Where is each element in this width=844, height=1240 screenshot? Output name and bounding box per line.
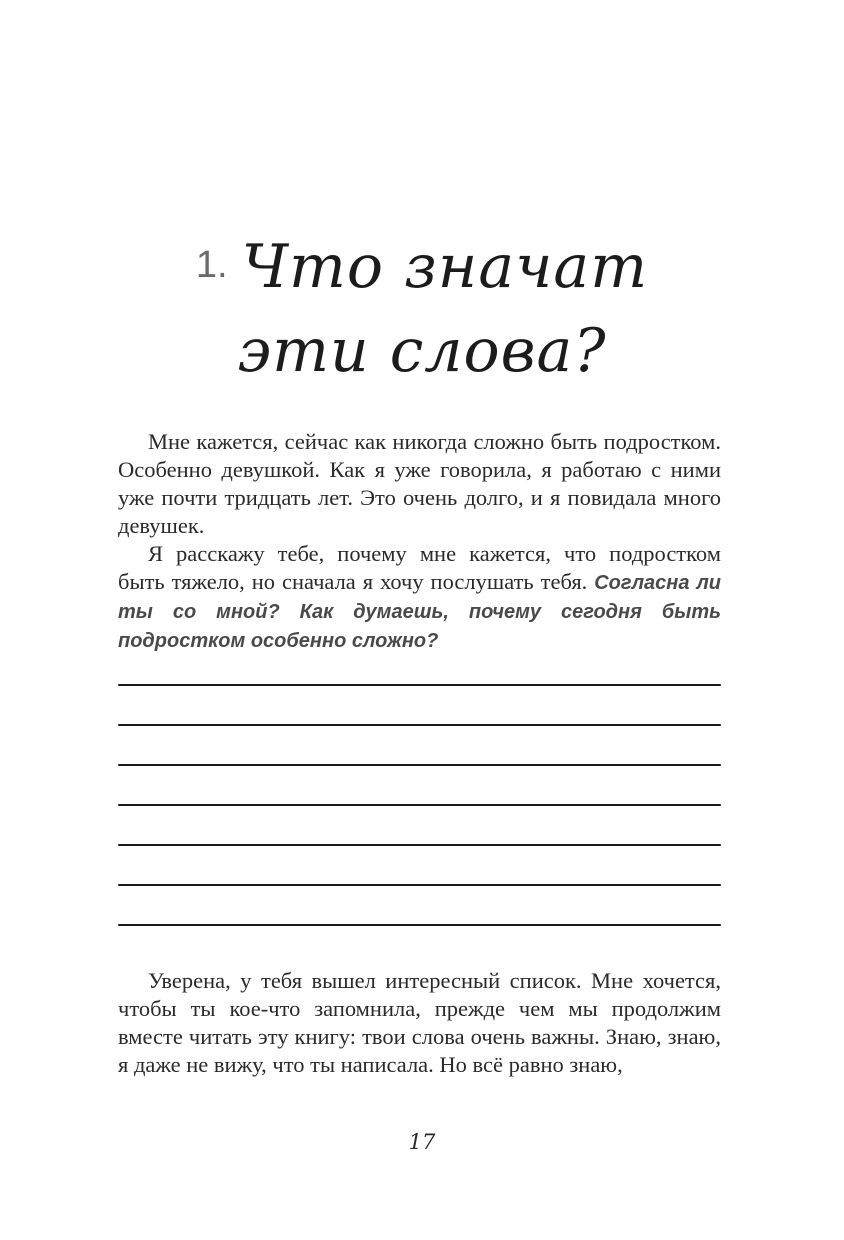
- chapter-title: [0, 222, 844, 394]
- page-number: 17: [408, 1130, 436, 1154]
- writing-line: [118, 924, 721, 926]
- chapter-title-text-2: эти слова?: [237, 316, 607, 386]
- continuation-text: [118, 967, 721, 1079]
- writing-line: [118, 844, 721, 846]
- chapter-title-line-2: [0, 308, 844, 394]
- intro-paragraph-2: [118, 540, 721, 655]
- intro-paragraph-2-text: Я расскажу тебе, почему мне кажется, что подростком быть тяжело, но сначала я хочу послушать тебя.: [118, 541, 721, 594]
- intro-question: Согласна ли ты со мной? Как думаешь, почему сегодня быть подростком особенно сложно?: [118, 572, 721, 652]
- continuation-paragraph: Уверена, у тебя вышел интересный список. Мне хочется, чтобы ты кое-что запомнила, прежде чем мы продолжим вместе читать эту книгу: твои слова очень важны. Знаю, знаю, я даже не вижу, что ты написала. Но всё равно знаю,: [118, 968, 721, 1077]
- intro-paragraph-1: Мне кажется, сейчас как никогда сложно быть подростком. Особенно девушкой. Как я уже говорила, я работаю с ними уже почти тридцать лет. Это очень долго, и я повидала много девушек.: [118, 429, 721, 538]
- chapter-number: 1.: [195, 244, 228, 286]
- intro-text: [118, 428, 721, 655]
- chapter-title-line-1: [0, 222, 844, 308]
- chapter-title-text-1: Что значат: [241, 232, 649, 302]
- writing-line: [118, 764, 721, 766]
- writing-line: [118, 684, 721, 686]
- writing-line: [118, 804, 721, 806]
- writing-line: [118, 884, 721, 886]
- writing-line: [118, 724, 721, 726]
